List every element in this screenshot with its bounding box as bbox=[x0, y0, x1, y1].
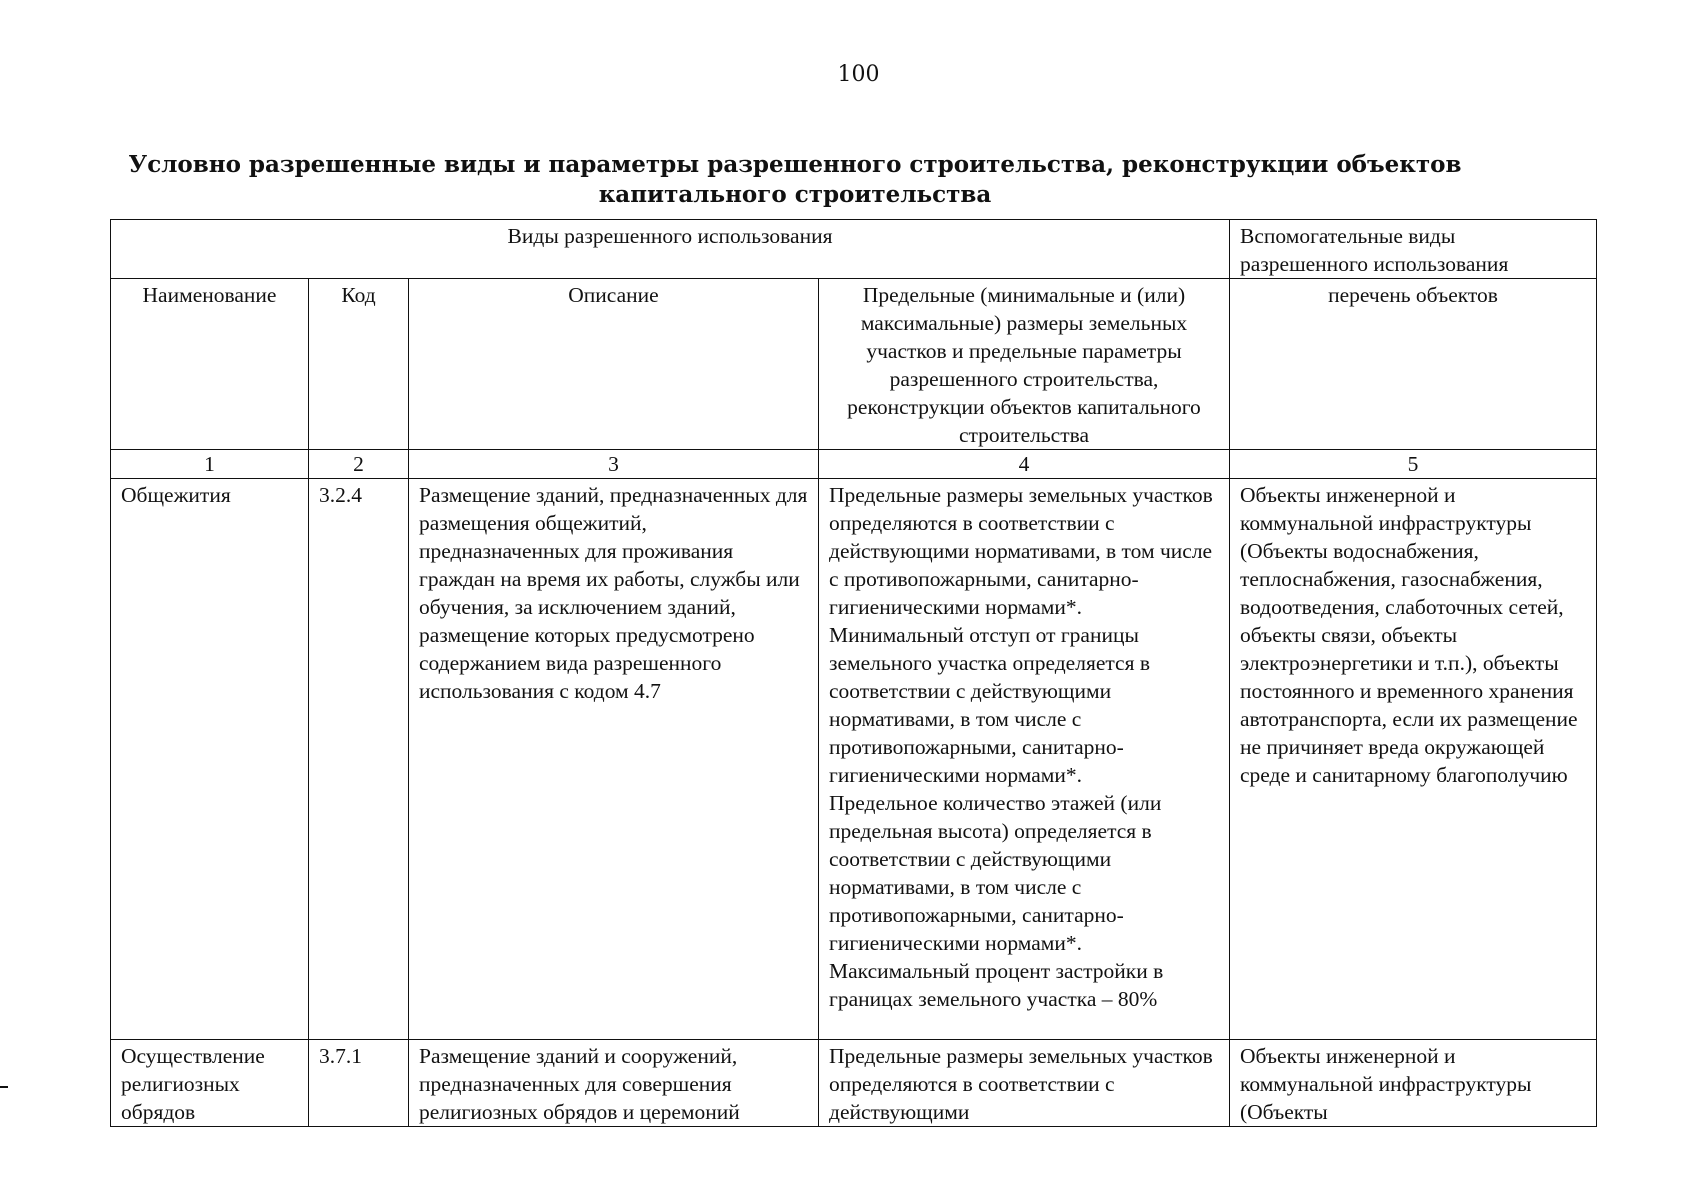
cell-parameters: Предельные размеры земельных участков определяются в соответствии с действующими нормативами, в том числе с противопожарными, санитарно-гигиеническими нормами*. Минимальный отступ от границы земельного участка определяется в соответствии с действующими нормативами, в том числе с противопожарными, санитарно-гигиеническими нормами*. Предельное количество этажей (или предельная высота) определяется в соответствии с действующими нормативами, в том числе с противопожарными, санитарно-гигиеническими нормами*. Максимальный процент застройки в границах земельного участка – 80% bbox=[819, 479, 1230, 1040]
table-row bbox=[111, 479, 1597, 1040]
header-aux-group: Вспомогательные виды разрешенного использования bbox=[1230, 220, 1597, 279]
column-number-row bbox=[111, 450, 1597, 479]
cell-objects: Объекты инженерной и коммунальной инфраструктуры (Объекты водоснабжения, теплоснабжения, газоснабжения, водоотведения, слаботочных сетей, объекты связи, объекты электроэнергетики и т.п.), объекты постоянного и временного хранения автотранспорта, если их размещение не причиняет вреда окружающей среде и санитарному благополучию bbox=[1230, 479, 1597, 1040]
cell-description: Размещение зданий, предназначенных для размещения общежитий, предназначенных для проживания граждан на время их работы, службы или обучения, за исключением зданий, размещение которых предусмотрено содержанием вида разрешенного использования с кодом 4.7 bbox=[409, 479, 819, 1040]
document-title: Условно разрешенные виды и параметры разрешенного строительства, реконструкции объектов капитального строительства bbox=[128, 151, 1462, 208]
cell-name: Общежития bbox=[111, 479, 309, 1040]
page-number: 100 bbox=[837, 62, 880, 87]
column-number: 1 bbox=[111, 450, 309, 479]
cell-parameters: Предельные размеры земельных участков определяются в соответствии с действующими bbox=[819, 1040, 1230, 1127]
column-header-objects: перечень объектов bbox=[1230, 279, 1597, 450]
column-number: 2 bbox=[309, 450, 409, 479]
cell-objects: Объекты инженерной и коммунальной инфраструктуры (Объекты bbox=[1230, 1040, 1597, 1127]
column-number: 4 bbox=[819, 450, 1230, 479]
cell-description: Размещение зданий и сооружений, предназначенных для совершения религиозных обрядов и церемоний bbox=[409, 1040, 819, 1127]
column-header-row bbox=[111, 279, 1597, 450]
cell-name: Осуществление религиозных обрядов bbox=[111, 1040, 309, 1127]
margin-mark bbox=[0, 1086, 8, 1088]
header-main-group: Виды разрешенного использования bbox=[111, 220, 1230, 279]
column-header-name: Наименование bbox=[111, 279, 309, 450]
permitted-use-table bbox=[110, 219, 1597, 1127]
column-header-code: Код bbox=[309, 279, 409, 450]
column-header-parameters: Предельные (минимальные и (или) максимальные) размеры земельных участков и предельные параметры разрешенного строительства, реконструкции объектов капитального строительства bbox=[819, 279, 1230, 450]
table-row bbox=[111, 1040, 1597, 1127]
column-number: 3 bbox=[409, 450, 819, 479]
column-header-description: Описание bbox=[409, 279, 819, 450]
cell-code: 3.2.4 bbox=[309, 479, 409, 1040]
header-group-row bbox=[111, 220, 1597, 279]
column-number: 5 bbox=[1230, 450, 1597, 479]
cell-code: 3.7.1 bbox=[309, 1040, 409, 1127]
